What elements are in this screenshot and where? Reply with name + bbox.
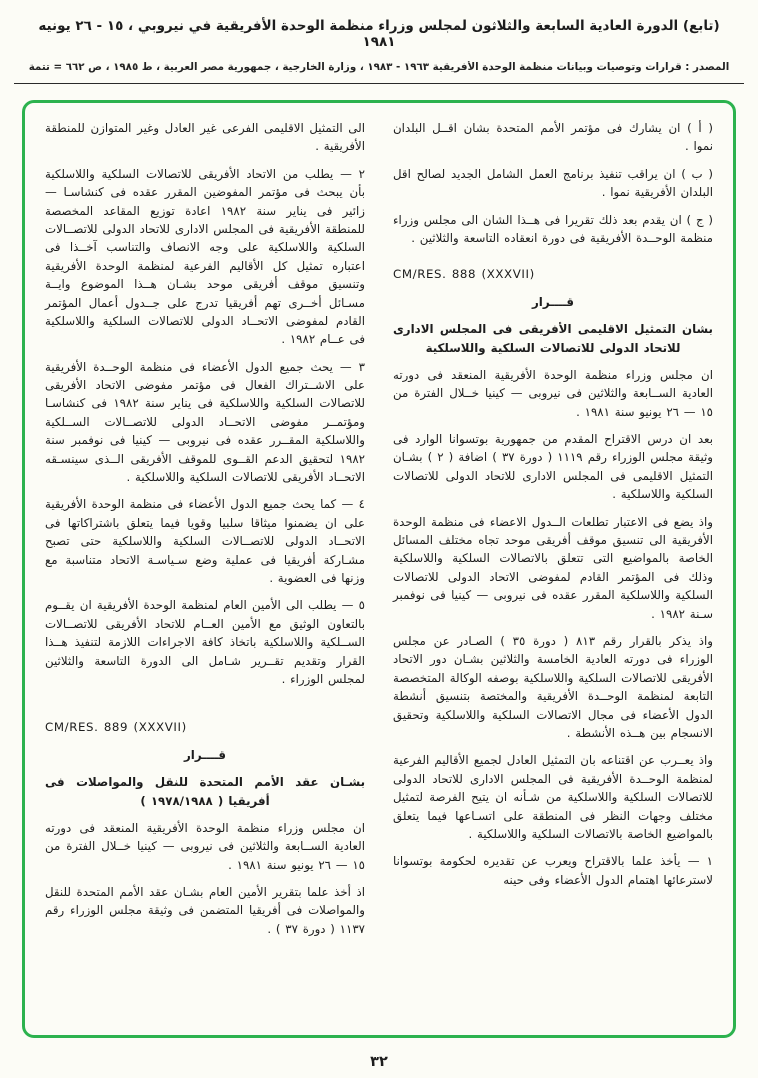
operative-paragraph-2: ٢ — يطلب من الاتحاد الأفريقى للاتصالات السلكية واللاسلكية بأن يبحث فى مؤتمر المفوضين المقرر عقده فى كنشاسـا — زائير فى يناير سنة ١٩٨٢ اعادة توزيع المقاعد المخصصة للمنطقة الأفريقية فى المجلس الادارى للاتحاد الدولى للاتصــالات السلكية واللاسلكية على وجه الانصاف والتناسب آخــذا فى اعتباره تمثيل كل الأقاليم الفرعية لمنظمة الوحدة الأفريقية وتنسيق موقف أفريقى موحد بشـان هــذا الموضوع وايــة مسـائل أخــرى تهم أفريقيا تدرج على جــدول أعمال المؤتمر القادم لمفوضى الاتحــاد الدولى للاتصالات السلكية واللاسلكية فى عــام ١٩٨٢ . xyxy=(45,166,365,347)
resolution-subject-transport-decade: بشـان عقد الأمم المتحدة للنقل والمواصلات فى أفريقيا ( ١٩٧٨/١٩٨٨ ) xyxy=(45,775,365,808)
resolution-subject-telecom: بشان التمثيل الاقليمى الأفريقى فى المجلس الادارى للاتحاد الدولى للاتصالات السلكية واللاسلكية xyxy=(393,322,713,355)
clause-item-a: ( أ ) ان يشارك فى مؤتمر الأمم المتحدة بشان اقــل البلدان نموا . xyxy=(393,121,713,154)
resolution-number-888: CM/RES. 888 (XXXVII) xyxy=(393,267,535,282)
operative-paragraph-3: ٣ — يحث جميع الدول الأعضاء فى منظمة الوحــدة الأفريقية على الاشــتراك الفعال فى مؤتمر مفوضى الاتحاد الأفريقى للاتصالات السلكية واللاسلكية فى يناير سنة ١٩٨٢ فى كنشاسـا ومؤتمــر مفوضى الاتحــاد الدولى للاتصــالات الســلكية واللاسلكية المقــرر عقده فى نيروبى — كينيا فى نوفمبر سنة ١٩٨٢ لتحقيق الدعم القــوى للموقف الأفريقى الــذى سينسـقه الاتحــاد الأفريقى للاتصالات السلكية واللاسلكية . xyxy=(45,359,366,485)
paragraph: واذ يعــرب عن اقتناعه بان التمثيل العادل لجميع الأقاليم الفرعية لمنظمة الوحــدة الأفريقية فى المجلس الادارى للاتحاد الدولى للاتصالات السلكية واللاسلكية من شـأنه ان يتيح الفرصة لتمثيل مختلف وجهات النظر فى المنطقة على اتسـاعها فيما يتعلق بالمواضيع الخاصة بالاتصالات السلكية واللاسلكية . xyxy=(393,753,713,841)
two-column-layout xyxy=(45,119,713,1025)
paragraph: بعد ان درس الاقتراح المقدم من جمهورية بوتسوانا الوارد فى وثيقة مجلس الوزراء رقم ١١١٩ ( دورة ٣٧ ) اضافة ( ٢ ) بشـان التمثيل الاقليمى فى المجلس الادارى للاتحاد الدولى للاتصالات السلكية واللاسلكية . xyxy=(393,432,713,502)
paragraph: ١ — يأخذ علما بالاقتراح ويعرب عن تقديره لحكومة بوتسوانا لاسترعائها اهتمام الدول الأعضاء وفى حينه xyxy=(393,854,713,887)
paragraph: واذ يذكر بالقرار رقم ٨١٣ ( دورة ٣٥ ) الصـادر عن مجلس الوزراء فى دورته العادية الخامسة والثلاثين بشـان دور الاتحاد الأفريقى للاتصالات السلكية واللاسلكية بوصفه الوكالة المتخصصة التابعة لمنظمة الوحــدة الأفريقية والمختصة بتنسيق أنشطة الدول الأعضاء فى مجال الاتصالات السلكية واللاسلكية وتحقيق الانسجام بين هــذه الأنشطة . xyxy=(393,633,713,740)
paragraph: ان مجلس وزراء منظمة الوحدة الأفريقية المنعقد فى دورته العادية الســابعة والثلاثين فى نيروبى — كينيا خــلال الفترة من ١٥ — ٢٦ يونيو سنة ١٩٨١ . xyxy=(45,820,365,872)
page-number: ٣٢ xyxy=(370,1054,388,1070)
column-left xyxy=(45,119,365,1025)
resolution-title: قــــرار xyxy=(183,747,227,762)
paragraph-continuation: الى التمثيل الاقليمى الفرعى غير العادل وغير المتوازن للمنطقة الأفريقية . xyxy=(45,121,365,154)
paragraph: اذ أخذ علما بتقرير الأمين العام بشـان عقد الأمم المتحدة للنقل والمواصلات فى أفريقيا المتضمن فى وثيقة مجلس الوزراء رقم ١١٣٧ ( دورة ٣٧ ) . xyxy=(45,885,365,936)
paragraph: ان مجلس وزراء منظمة الوحدة الأفريقية المنعقد فى دورته العادية الســابعة والثلاثين فى نيروبى — كينيا خــلال الفترة من ١٥ — ٢٦ يونيو سنة ١٩٨١ . xyxy=(393,367,713,419)
clause-item-b: ( ب ) ان يراقب تنفيذ برنامج العمل الشامل الجديد لصالح اقل البلدان الأفريقية نموا . xyxy=(393,166,713,200)
paragraph: واذ يضع فى الاعتبار تطلعات الــدول الاعضاء فى منظمة الوحدة الأفريقية الى تنسيق موقف أفريقى موحد تجاه مختلف المسائل الخاصة بالمواضيع التى تتعلق بالاتصالات السلكية واللاسلكية وذلك فى المؤتمر القادم لمفوضى الاتحاد الدولى للاتصالات السلكية واللاسلكية المقرر عقده فى نيروبى — كينيا فى نوفمبر سـنة ١٩٨٢ . xyxy=(393,514,713,621)
page-header xyxy=(14,14,744,84)
clause-item-c: ( ج ) ان يقدم بعد ذلك تقريرا فى هــذا الشان الى مجلس وزراء منظمة الوحــدة الأفريقية فى دورة انعقاده التاسعة والثلاثين . xyxy=(393,212,713,245)
operative-paragraph-5: ٥ — يطلب الى الأمين العام لمنظمة الوحدة الأفريقية ان يقــوم بالتعاون الوثيق مع الأمين العــام للاتحاد الأفريقى للاتصــالات الســلكية واللاسلكية باتخاذ كافة الاجراءات اللازمة لتنفيذ هــذا القرار وتقديم تقــرير شـامل الى الدورة التاسعة والثلاثين لمجلس الوزراء . xyxy=(45,598,365,686)
operative-paragraph-4: ٤ — كما يحث جميع الدول الأعضاء فى منظمة الوحدة الأفريقية على ان يضمنوا ميثاقا سلبيا وقويا فيما يتعلق باشتراكاتها فى الاتحــاد الدولى للاتصــالات السلكية واللاسلكية حتى تصبح مشـاركة أفريقيا فى عملية وضع سـياسـة الاتحاد متناسبة مع وزنها فى العضوية . xyxy=(45,497,365,585)
header-source-line: المصدر : قرارات وتوصيات وبيانات منظمة الوحدة الأفريقية ١٩٦٣ - ١٩٨٣ ، وزارة الخارجية ، جمهورية مصر العربية ، ط ١٩٨٥ ، ص ٦٦٢ = تتمة xyxy=(28,61,730,73)
header-title: (تابع) الدورة العادية السابعة والثلاثون لمجلس وزراء منظمة الوحدة الأفريقية في نيروبي ، ١٥ - ٢٦ يونيه ١٩٨١ xyxy=(38,18,720,50)
content-border-box xyxy=(22,100,736,1038)
resolution-title: قــــرار xyxy=(531,294,575,309)
column-right xyxy=(393,119,713,1025)
resolution-number-889: CM/RES. 889 (XXXVII) xyxy=(45,720,187,735)
